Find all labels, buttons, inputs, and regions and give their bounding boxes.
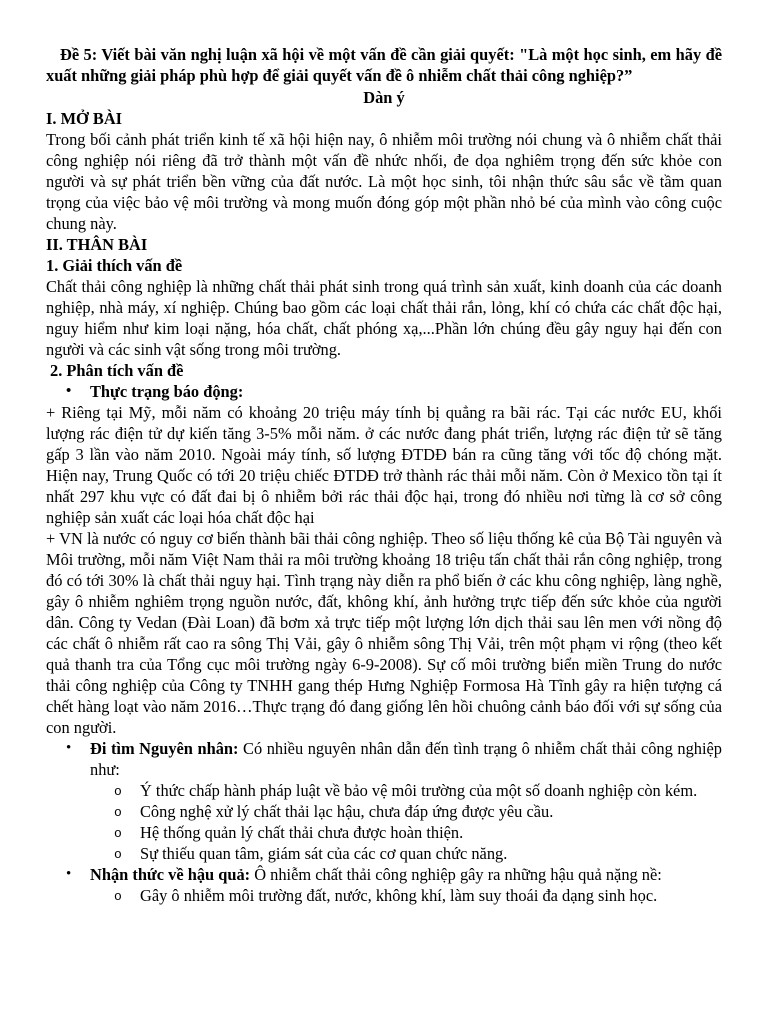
section-heading-intro: I. MỞ BÀI (46, 109, 123, 128)
status-paragraph-world: + Riêng tại Mỹ, mỗi năm có khoảng 20 triệu máy tính bị quẳng ra bãi rác. Tại các nước EU, khối lượng rác điện tử dự kiến tăng 3-5% mỗi năm. ở các nước đang phát triển, lượng rác điện tử sẽ tăng gấp 3 lần vào năm 2010. Ngoài máy tính, số lượng ĐTDĐ bán ra cũng tăng với tốc độ chóng mặt. Hiện nay, Trung Quốc có tới 20 triệu chiếc ĐTDĐ trở thành rác thải mỗi năm. Còn ở Mexico tồn tại ít nhất 297 khu vực có đất đai bị ô nhiễm bởi rác thải độc hại, trong đó nhiều nơi từng là cơ sở công nghiệp sản xuất các loại hóa chất độc hại (46, 403, 722, 527)
cause-item: o Ý thức chấp hành pháp luật về bảo vệ môi trường của một số doanh nghiệp còn kém. (140, 780, 722, 801)
consequences-item (90, 864, 722, 906)
status-label: • Thực trạng báo động: (90, 381, 722, 402)
subheading-analysis: 2. Phân tích vấn đề (50, 361, 184, 380)
cause-item: o Công nghệ xử lý chất thải lạc hậu, chưa đáp ứng được yêu cầu. (140, 801, 722, 822)
consequences-sublist (90, 885, 722, 906)
explanation-paragraph: Chất thải công nghiệp là những chất thải phát sinh trong quá trình sản xuất, kinh doanh của các doanh nghiệp, nhà máy, xí nghiệp. Chúng bao gồm các loại chất thải rắn, lỏng, khí có chứa các chất độc hại, nguy hiểm như kim loại nặng, hóa chất, chất phóng xạ,...Phần lớn chúng đều gây nguy hại đến con người và các sinh vật sống trong môi trường. (46, 277, 722, 359)
cause-item: o Sự thiếu quan tâm, giám sát của các cơ quan chức năng. (140, 843, 722, 864)
consequence-item: o Gây ô nhiễm môi trường đất, nước, không khí, làm suy thoái đa dạng sinh học. (140, 885, 722, 906)
section-heading-body: II. THÂN BÀI (46, 235, 148, 254)
consequences-label: Nhận thức về hậu quả: (90, 865, 251, 884)
causes-consequences-list (46, 738, 722, 906)
essay-prompt: Đề 5: Viết bài văn nghị luận xã hội về một vấn đề cần giải quyết: "Là một học sinh, em hãy đề xuất những giải pháp phù hợp để giải quyết vấn đề ô nhiễm chất thải công nghiệp?” (46, 45, 722, 85)
subheading-explanation: 1. Giải thích vấn đề (46, 256, 183, 275)
intro-paragraph: Trong bối cảnh phát triển kinh tế xã hội hiện nay, ô nhiễm môi trường nói chung và ô nhiễm chất thải công nghiệp nói riêng đã trở thành một vấn đề nhức nhối, đe dọa nghiêm trọng đến sức khỏe con người và sự phát triển bền vững của đất nước. Là một học sinh, tôi nhận thức sâu sắc về tầm quan trọng của việc bảo vệ môi trường và mong muốn đóng góp một phần nhỏ bé của mình vào công cuộc chung này. (46, 130, 722, 233)
outline-title: Dàn ý (363, 88, 405, 107)
analysis-list (46, 381, 722, 402)
consequences-intro: Ô nhiễm chất thải công nghiệp gây ra những hậu quả nặng nề: (250, 865, 662, 884)
status-paragraph-vietnam: + VN là nước có nguy cơ biến thành bãi thải công nghiệp. Theo số liệu thống kê của Bộ Tài nguyên và Môi trường, mỗi năm Việt Nam thải ra môi trường khoảng 18 triệu tấn chất thải rắn công nghiệp, trong đó có tới 30% là chất thải nguy hại. Tình trạng này diễn ra phổ biến ở các khu công nghiệp, làng nghề, gây ô nhiễm nghiêm trọng nguồn nước, đất, không khí, ảnh hưởng trực tiếp đến sức khỏe của người dân. Công ty Vedan (Đài Loan) đã bơm xả trực tiếp một lượng lớn dịch thải sau lên men với nồng độ các chất ô nhiễm rất cao ra sông Thị Vải, gây ô nhiễm sông Thị Vải, trên một phạm vi rộng (theo kết quả thanh tra của Tổng cục môi trường ngày 6-9-2008). Sự cố môi trường biển miền Trung do nước thải công nghiệp của Công ty TNHH gang thép Hưng Nghiệp Formosa Hà Tĩnh gây ra hiện tượng cá chết hàng loạt vào năm 2016…Thực trạng đó đang giống lên hồi chuông cảnh báo đối với sự sống của con người. (46, 529, 722, 737)
causes-label: Đi tìm Nguyên nhân: (90, 739, 239, 758)
causes-item (90, 738, 722, 864)
causes-intro: Có nhiều nguyên nhân dẫn đến tình trạng ô nhiễm chất thải công nghiệp như: (90, 739, 722, 779)
causes-sublist (90, 780, 722, 864)
cause-item: o Hệ thống quản lý chất thải chưa được hoàn thiện. (140, 822, 722, 843)
